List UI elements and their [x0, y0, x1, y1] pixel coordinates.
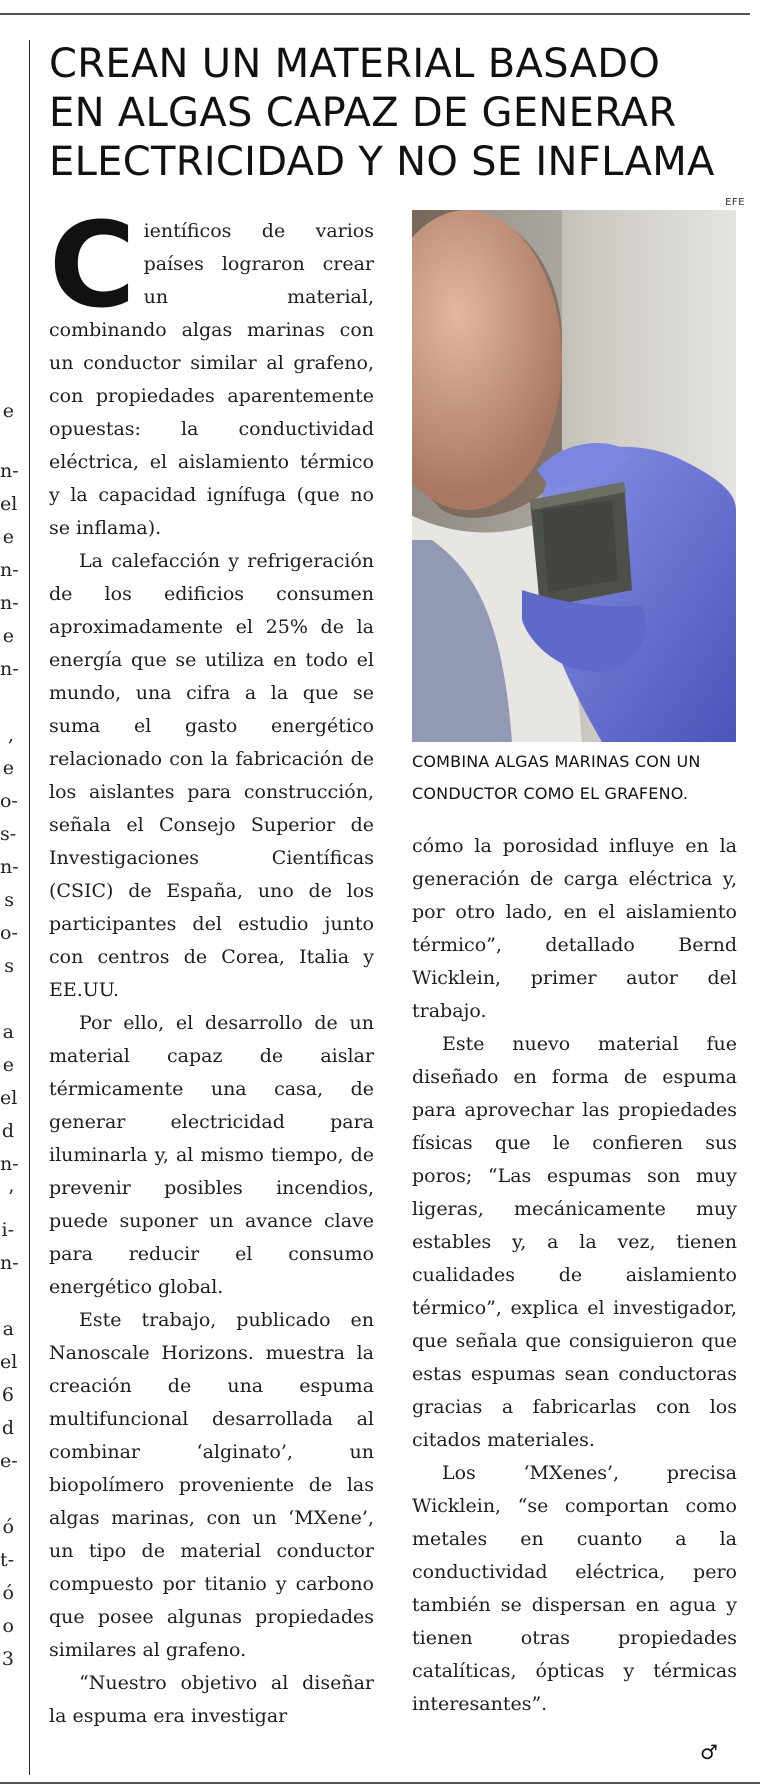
- fragment: el: [0, 1087, 18, 1109]
- fragment: e-: [0, 1450, 18, 1472]
- paragraph: “Nuestro objetivo al diseñar la espuma era investigar: [49, 1672, 374, 1727]
- fragment: d: [1, 1417, 14, 1439]
- fragment: n-: [0, 559, 19, 581]
- fragment: n-: [0, 856, 19, 878]
- headline-line: CREAN UN MATERIAL BASADO: [49, 41, 661, 87]
- fragment: n-: [0, 592, 19, 614]
- photo-caption: [412, 746, 742, 810]
- fragment: n-: [0, 460, 19, 482]
- fragment: n-: [0, 658, 19, 680]
- fragment: e: [2, 526, 14, 548]
- paragraph-text: ientíficos de varios países lograron crear un material, combinando algas marinas con un conductor similar al grafeno, con propiedades aparentemente opuestas: la conductividad eléctrica, el aislamiento térmico y la capacidad ignífuga (que no se inflama).: [49, 220, 374, 539]
- article-photo: [412, 210, 736, 742]
- fragment: ó: [2, 1582, 14, 1604]
- fragment: el: [0, 1351, 18, 1373]
- fragment: a: [2, 1021, 14, 1043]
- paragraph: Por ello, el desarrollo de un material capaz de aislar térmicamente una casa, de generar electricidad para iluminarla y, al mismo tiempo, de prevenir posibles incendios, puede suponer un avance clave para reducir el consumo energético global.: [49, 1012, 374, 1298]
- top-rule: [0, 13, 750, 15]
- fragment: el: [0, 493, 18, 515]
- paragraph: Este nuevo material fue diseñado en forma de espuma para aprovechar las propiedades físicas que le confieren sus poros; “Las espumas son muy ligeras, mecánicamente muy estables y, a la vez, tienen cualidades de aislamiento térmico”, explica el investigador, que señala que consiguieron que estas espumas sean conductoras gracias a fabricarlas con los citados materiales.: [412, 1033, 737, 1451]
- fragment: 6: [1, 1384, 14, 1406]
- fragment: ’: [7, 1186, 14, 1208]
- fragment: s: [4, 955, 14, 977]
- fragment: o-: [0, 790, 18, 812]
- headline: [49, 40, 754, 187]
- fragment: 3: [1, 1648, 14, 1670]
- paragraph: [49, 196, 374, 545]
- fragment: e: [2, 625, 14, 647]
- column-divider: [29, 40, 30, 1775]
- fragment: e: [2, 1054, 14, 1076]
- paragraph: Este trabajo, publicado en Nanoscale Horizons. muestra la creación de una espuma multifuncional desarrollada al combinar ‘alginato’, un biopolímero proveniente de las algas marinas, con un ‘MXene’, un tipo de material conductor compuesto por titanio y carbono que posee algunas propiedades similares al grafeno.: [49, 1309, 374, 1661]
- photo-credit: EFE: [725, 197, 745, 208]
- fragment: e: [2, 757, 14, 779]
- end-mark-icon: ♂: [700, 1740, 718, 1764]
- headline-line: EN ALGAS CAPAZ DE GENERAR: [49, 90, 677, 136]
- adjacent-column-fragments: [0, 400, 19, 1770]
- fragment: ,: [7, 724, 14, 746]
- fragment: n-: [0, 1153, 19, 1175]
- caption-line: CONDUCTOR COMO EL GRAFENO.: [412, 784, 689, 803]
- fragment: d: [1, 1120, 14, 1142]
- article-body-left: [49, 196, 374, 1733]
- article-body-right: [412, 830, 737, 1721]
- paragraph: La calefacción y refrigeración de los edificios consumen aproximadamente el 25% de la energía que se utiliza en todo el mundo, una cifra a la que se suma el gasto energético relacionado con la fabricación de los aislantes para construcción, señala el Consejo Superior de Investigaciones Científicas (CSIC) de España, uno de los participantes del estudio junto con centros de Corea, Italia y EE.UU.: [49, 550, 374, 1001]
- fragment: e: [2, 400, 14, 422]
- fragment: n-: [0, 1252, 19, 1274]
- fragment: s: [4, 889, 14, 911]
- fragment: a: [2, 1318, 14, 1340]
- headline-line: ELECTRICIDAD Y NO SE INFLAMA: [49, 139, 715, 185]
- paragraph: Los ‘MXenes’, precisa Wicklein, “se comportan como metales en cuanto a la conductividad eléctrica, pero también se dispersan en agua y tienen otras propiedades catalíticas, ópticas y térmicas interesantes”.: [412, 1462, 737, 1715]
- fragment: o-: [0, 922, 18, 944]
- bottom-rule: [0, 1782, 760, 1784]
- fragment: o: [2, 1615, 14, 1637]
- fragment: s-: [0, 823, 17, 845]
- fragment: i-: [1, 1219, 14, 1241]
- drop-cap: C: [49, 196, 136, 334]
- fragment: ó: [2, 1516, 14, 1538]
- fragment: t-: [0, 1549, 15, 1571]
- caption-line: COMBINA ALGAS MARINAS CON UN: [412, 752, 701, 771]
- paragraph: cómo la porosidad influye en la generación de carga eléctrica y, por otro lado, en el aislamiento térmico”, detallado Bernd Wicklein, primer autor del trabajo.: [412, 835, 737, 1022]
- photo-illustration: [412, 210, 736, 742]
